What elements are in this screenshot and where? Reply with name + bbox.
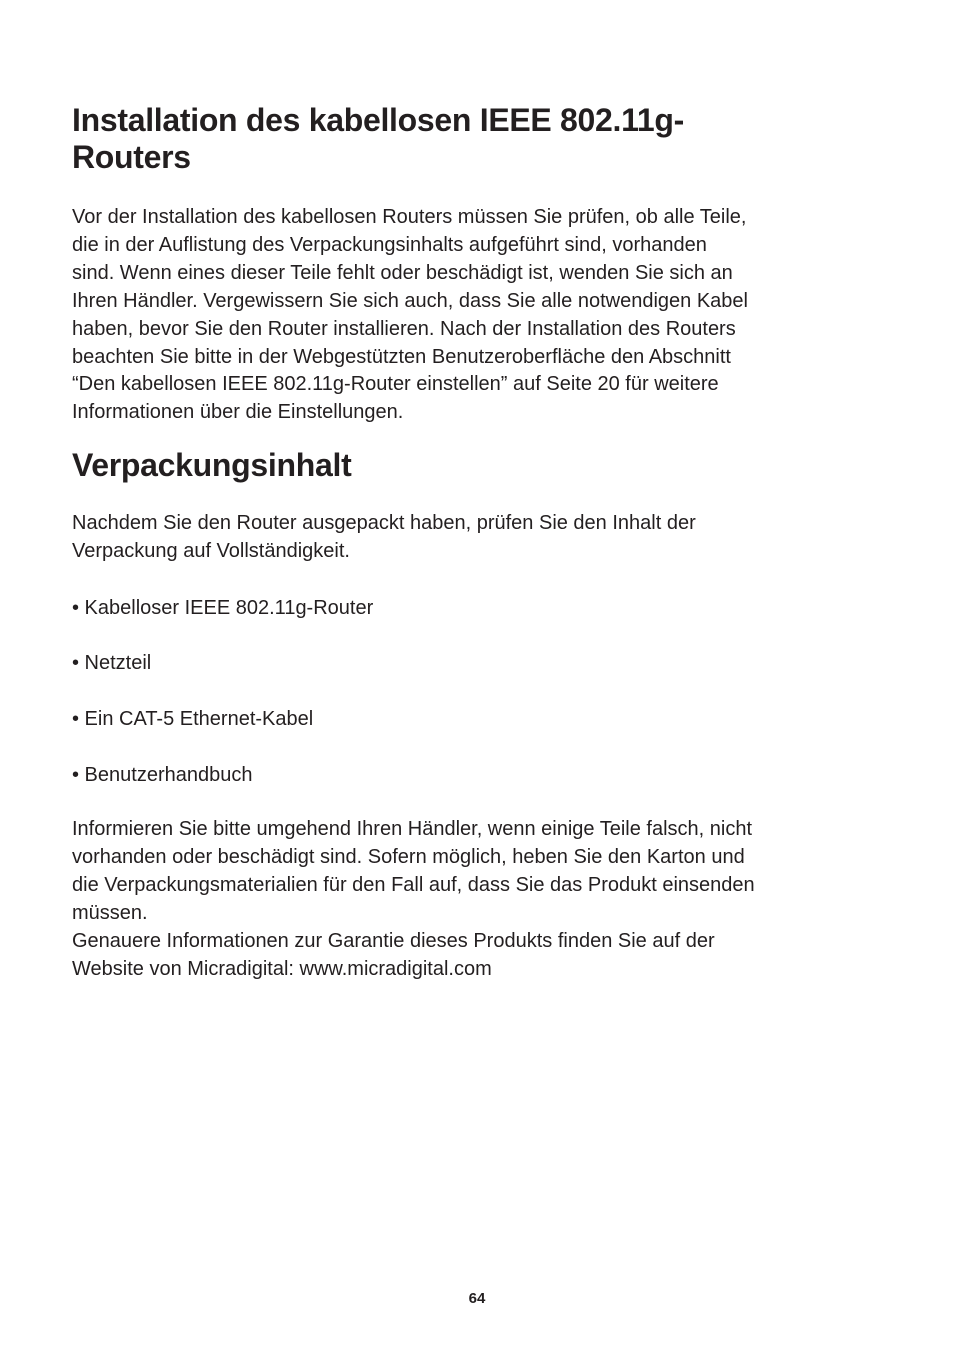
list-item: • Netzteil — [72, 652, 152, 674]
intro-line: die in der Auflistung des Verpackungsinhalts aufgeführt sind, vorhanden — [72, 233, 707, 256]
list-item: • Kabelloser IEEE 802.11g-Router — [72, 597, 374, 619]
page-number: 64 — [468, 1290, 486, 1307]
closing-line: Informieren Sie bitte umgehend Ihren Händler, wenn einige Teile falsch, nicht — [72, 818, 753, 840]
intro-paragraph — [72, 204, 872, 427]
intro-line: Informationen über die Einstellungen. — [72, 401, 404, 424]
page-title-line: Routers — [72, 139, 191, 175]
page-title — [72, 102, 832, 176]
closing-line: die Verpackungsmaterialien für den Fall auf, dass Sie das Produkt einsenden — [72, 873, 755, 896]
closing-line: müssen. — [72, 901, 148, 924]
closing-paragraph — [72, 816, 872, 983]
intro-line: haben, bevor Sie den Router installieren. Nach der Installation des Routers — [72, 317, 736, 340]
closing-line: vorhanden oder beschädigt sind. Sofern möglich, heben Sie den Karton und — [72, 845, 745, 868]
intro-line: Vor der Installation des kabellosen Routers müssen Sie prüfen, ob alle Teile, — [72, 206, 747, 228]
intro-line: “Den kabellosen IEEE 802.11g-Router einstellen” auf Seite 20 für weitere — [72, 373, 719, 396]
closing-line: Website von Micradigital: www.micradigital.com — [72, 957, 492, 980]
intro-line: sind. Wenn eines dieser Teile fehlt oder beschädigt ist, wenden Sie sich an — [72, 261, 733, 284]
section-lead-paragraph — [72, 510, 872, 566]
lead-line: Nachdem Sie den Router ausgepackt haben, prüfen Sie den Inhalt der — [72, 512, 696, 534]
lead-line: Verpackung auf Vollständigkeit. — [72, 539, 350, 562]
intro-line: Ihren Händler. Vergewissern Sie sich auch, dass Sie alle notwendigen Kabel — [72, 289, 748, 312]
list-item: • Benutzerhandbuch — [72, 764, 253, 786]
closing-line: Genauere Informationen zur Garantie dieses Produkts finden Sie auf der — [72, 929, 715, 952]
list-item: • Ein CAT-5 Ethernet-Kabel — [72, 708, 314, 730]
intro-line: beachten Sie bitte in der Webgestützten Benutzeroberfläche den Abschnitt — [72, 345, 731, 368]
page-title-line: Installation des kabellosen IEEE 802.11g- — [72, 102, 684, 138]
section-heading: Verpackungsinhalt — [72, 447, 352, 483]
